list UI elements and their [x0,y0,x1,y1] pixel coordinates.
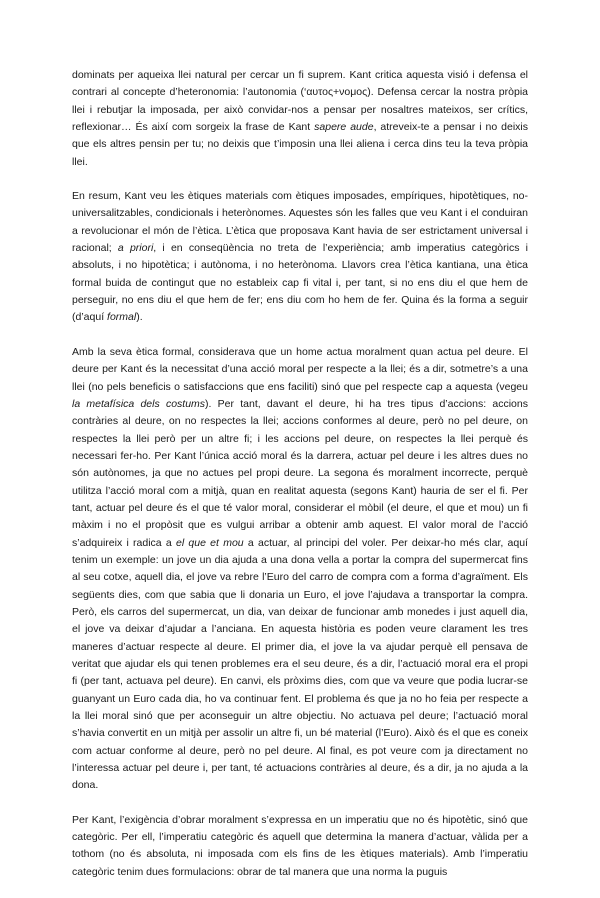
paragraph-heteronomy-autonomy [72,67,528,171]
paragraph-summary-formal-ethics [72,188,528,327]
text-run: Amb la seva ètica formal, considerava que un home actua moralment quan actua pel deure. El deure per Kant és la necessitat d’una acció moral per respecte a la llei; és a dir, sotmetre’s a una llei (no pels beneficis o satisfaccions que ens faciliti) sinó que pel respecte cap a aquesta (vegeu [72,345,528,393]
italic-term-a-priori: a priori [117,242,154,255]
text-run: a actuar, al principi del voler. Per deixar-ho més clar, aquí tenim un exemple: un jove un dia ajuda a una dona vella a portar la compra del supermercat fins al seu cotxe, aquell dia, el jove va rebre l’Euro del carro de compra com a forma d’agraïment. Els següents dies, com que sabia que li donaria un Euro, el jove l’ajudava a transportar la compra. Però, els carros del supermercat, un dia, van deixar de funcionar amb monedes i just aquell dia, el jove va deixar d’ajudar a l’anciana. En aquesta història es poden veure clarament les tres maneres d’actuar respecte al deure. El primer dia, el jove la va ajudar perquè ell pensava de veritat que ajudar els qui tenen problemes era el seu deure, és a dir, l’actuació moral era el propi fi (per tant, actuava pel deure). En canvi, els pròxims dies, com que va veure que podia lucrar-se guanyant un Euro cada dia, ho va continuar fent. El problema és que ja no ho feia per respecte a la llei moral sinó que per aconseguir un altre objectiu. No actuava pel deure; l’actuació moral s’havia convertit en un mitjà per assolir un altre fi, un bé material (l’Euro). Això és el que es coneix com actuar conforme al deure, però no pel deure. Al final, es pot veure com ja directament no l’interessa actuar pel deure i, per tant, té actuacions contràries al deure, és a dir, ja no ajuda a la dona. [72,536,528,792]
italic-term-sapere-aude: sapere aude [314,121,374,134]
text-run: En resum, Kant veu les ètiques materials com ètiques imposades, empíriques, hipotètiques, no-universalitzables, condicionals i heterònomes. Aquestes són les falles que veu Kant i el conduiran a revolucionar el món de l’ètica. L’ètica que proposava Kant havia de ser estrictament universal i racional; [72,190,528,255]
italic-term-formal: formal [107,311,137,324]
text-run: ). Per tant, davant el deure, hi ha tres tipus d’accions: accions contràries al deure, on no respectes la llei; accions conformes al deure, però no pel deure, on respectes la llei però per un altre fi; i les accions pel deure, on respectes la llei perquè és necessari fer-ho. Per Kant l’única acció moral és la darrera, actuar pel deure i les altres dues no són autònomes, ja que no actues pel propi deure. La segona és moralment incorrecte, perquè utilitza l’acció moral com a mitjà, quan en realitat aquesta (segons Kant) hauria de ser el fi. Per tant, actuar pel deure és el que té valor moral, considerar el mòbil (el deure, el que et mou) un fi màxim i no el propòsit que es vulgui arribar a obtenir amb aquest. El valor moral de l’acció s’adquireix i radica a [72,397,528,549]
paragraph-duty-example [72,344,528,795]
text-run: , atreveix-te a pensar i no deixis que els altres pensin per tu; no deixis que t’imposin una llei aliena i cerca dins teu la teva pròpia llei. [72,121,528,168]
italic-term-el-que-et-mou: el que et mou [175,536,244,549]
text-run: Per Kant, l’exigència d’obrar moralment s’expressa en un imperatiu que no és hipotètic, sinó que categòric. Per ell, l’imperatiu categòric és aquell que determina la manera d’actuar, vàlida per a tothom (no és absoluta, ni imposada com els fins de les ètiques materials). Amb l’imperatiu categòric tenim dues formulacions: obrar de tal manera que una norma la puguis [72,813,528,878]
document-page [72,67,528,898]
text-run: , i en conseqüència no treta de l’experiència; amb imperatius categòrics i absoluts, i no hipotètica; i autònoma, i no heterònoma. Llavors crea l’ètica kantiana, una ètica formal buida de contingut que no estableix cap fi vital i, per tant, si no ens diu el que hem de perseguir, no ens diu el que hem de fer; ens diu com ho hem de fer. Quina és la forma a seguir (d’aquí [72,242,528,324]
paragraph-categorical-imperative [72,812,528,881]
italic-term-metaphysics-of-morals: la metafísica dels costums [72,397,206,410]
text-run: ). [136,311,143,324]
text-run: dominats per aqueixa llei natural per cercar un fi suprem. Kant critica aquesta visió i defensa el contrari al concepte d’heteronomia: l’autonomia (‘αυτος+νομος). Defensa cercar la nostra pròpia llei i rebutjar la imposada, per això convidar-nos a pensar per nosaltres mateixos, ser crítics, reflexionar… És així com sorgeix la frase de Kant [72,69,528,134]
